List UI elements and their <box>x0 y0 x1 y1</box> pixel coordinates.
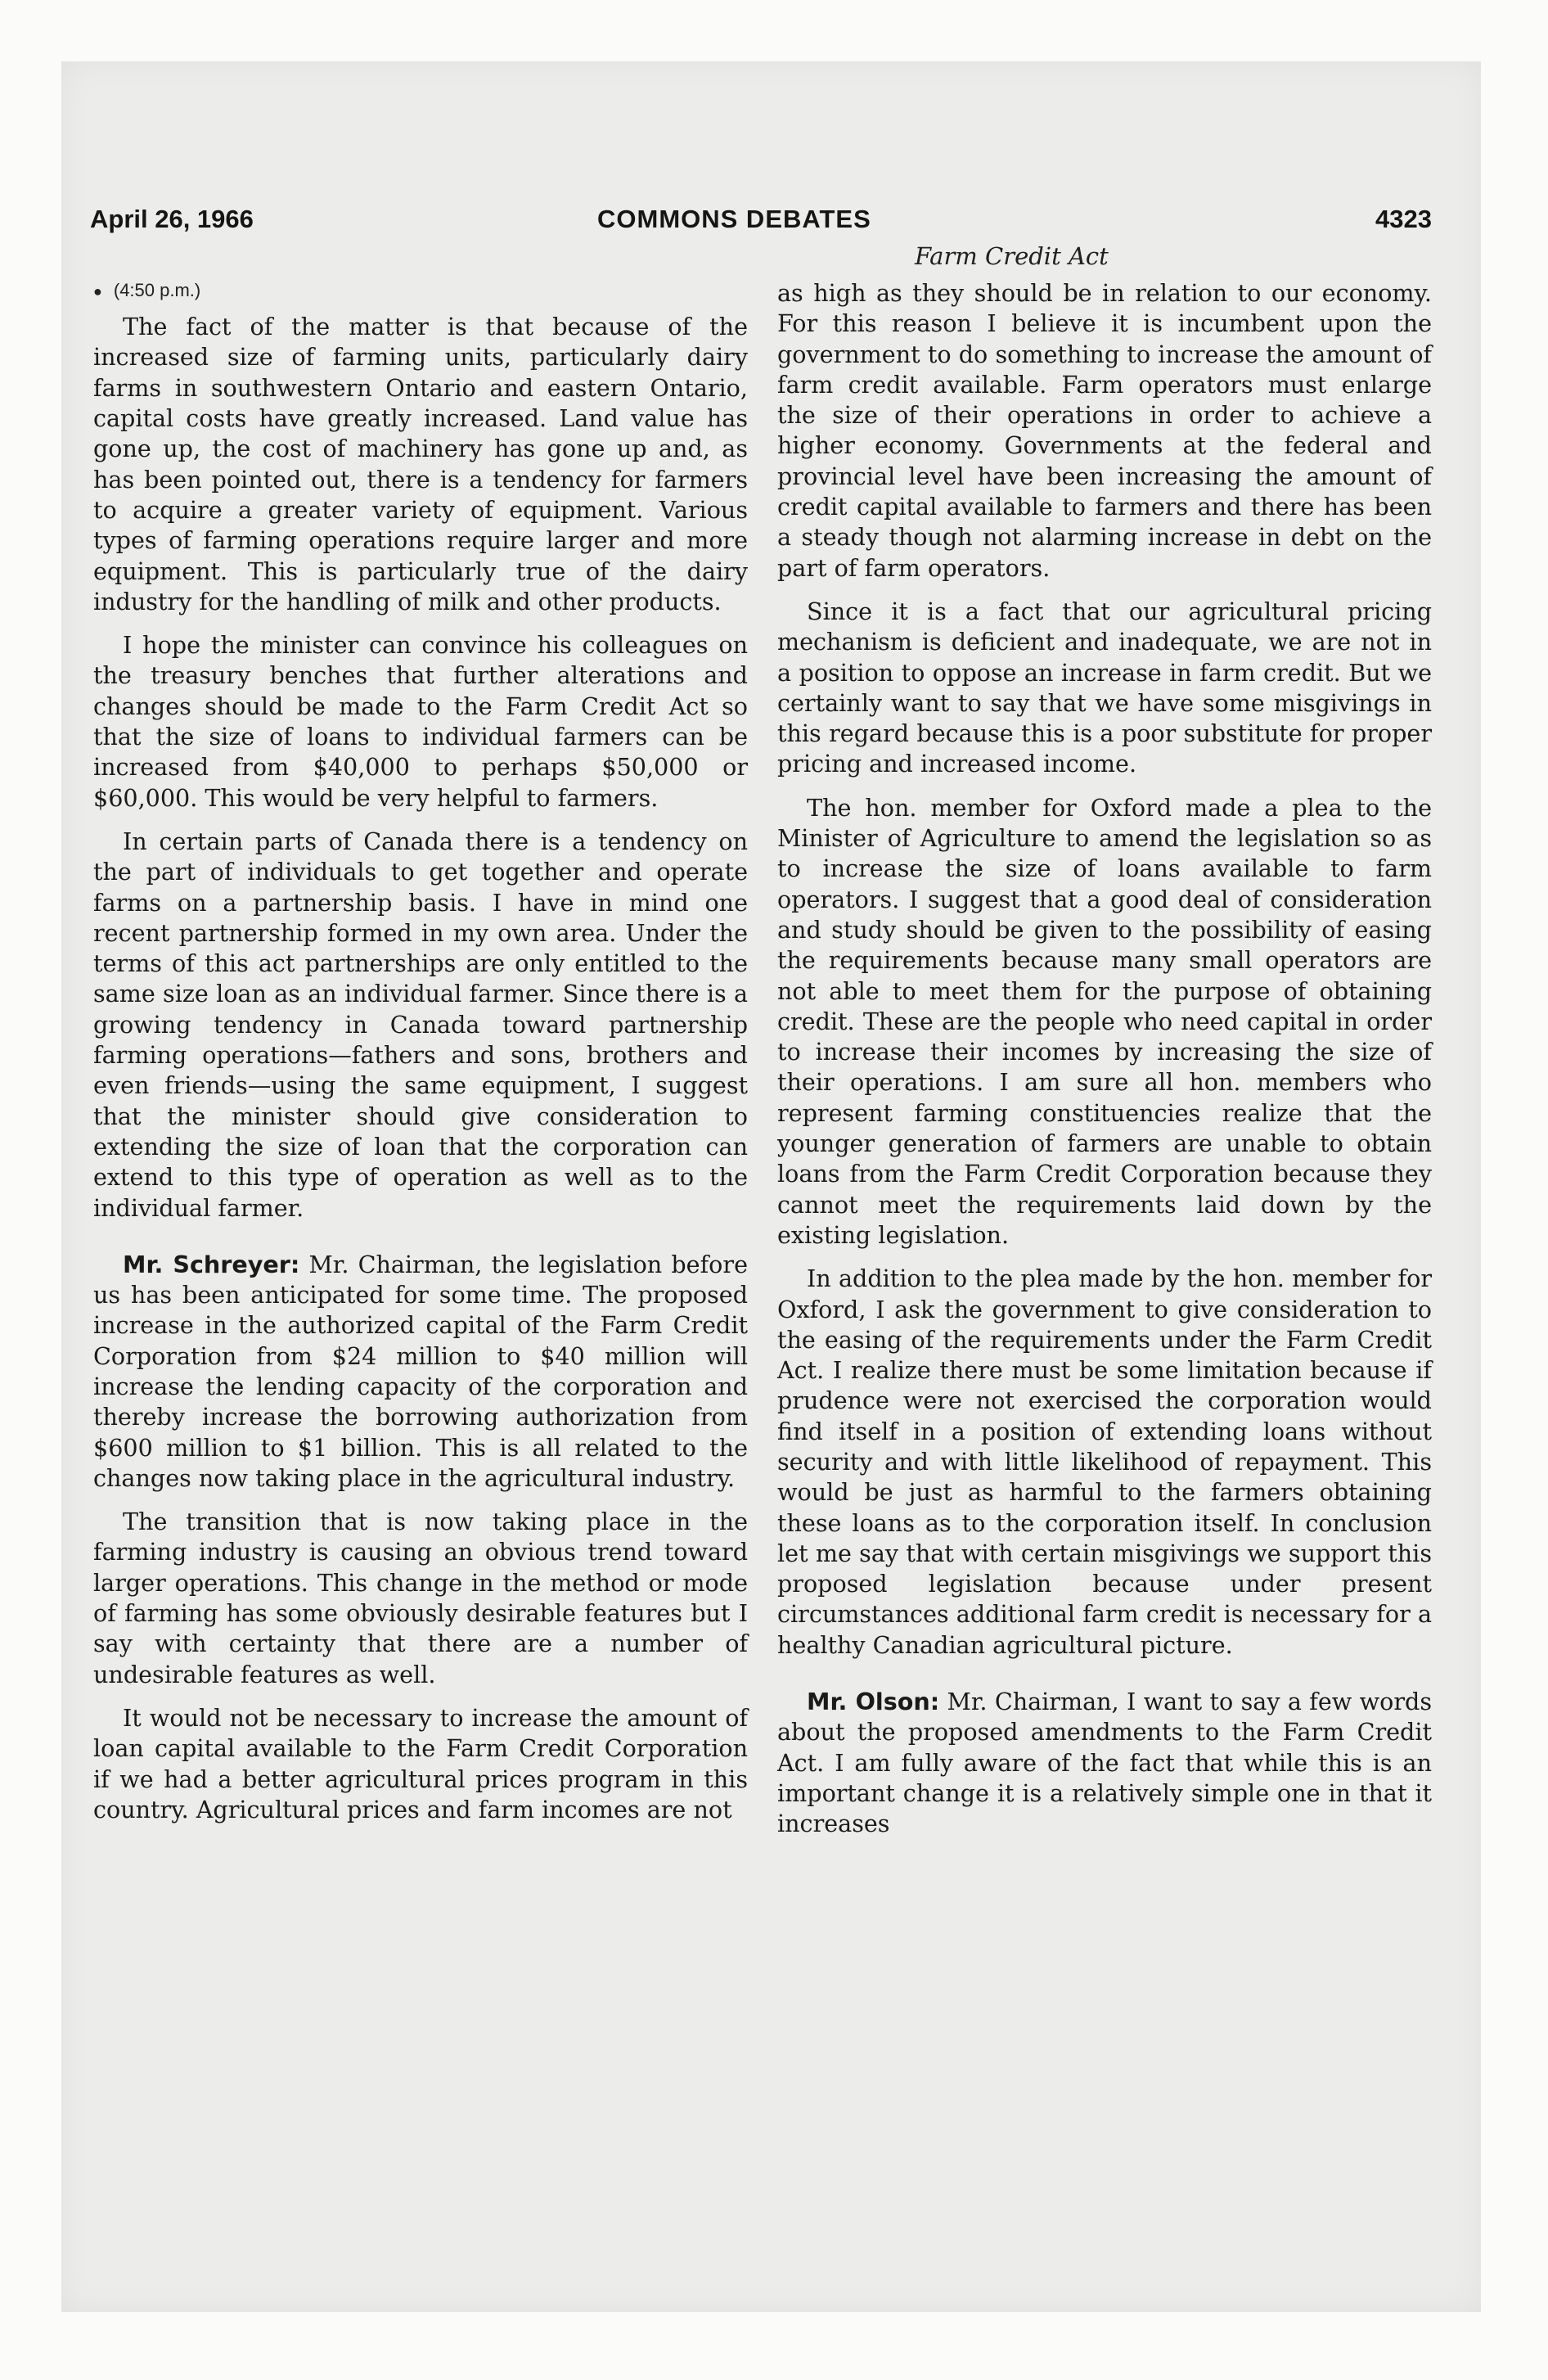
speech-paragraph <box>777 1687 1432 1839</box>
speaker-name: Mr. Schreyer: <box>123 1250 300 1278</box>
header-date: April 26, 1966 <box>90 205 254 233</box>
right-column <box>777 278 1432 1853</box>
bullet-icon: ● <box>93 283 102 300</box>
paragraph: It would not be necessary to increase the amount of loan capital available to the Farm Credit Corporation if we had a better agricultural prices program in this country. Agricultural prices and farm incomes are not <box>93 1703 748 1823</box>
paragraph: The fact of the matter is that because of the increased size of farming units, particularly dairy farms in southwestern Ontario and eastern Ontario, capital costs have greatly increased. Land value has gone up, the cost of machinery has gone up and, as has been pointed out, there is a tendency for farmers to acquire a greater variety of equipment. Various types of farming operations require larger and more equipment. This is particularly true of the dairy industry for the handling of milk and other products. <box>93 313 748 615</box>
paragraph: In addition to the plea made by the hon. member for Oxford, I ask the government to give consideration to the easing of the requirements under the Farm Credit Act. I realize there must be some limitation because if prudence were not exercised the corporation would find itself in a position of extending loans without security and with little likelihood of repayment. This would be just as harmful to the farmers obtaining these loans as to the corporation itself. In conclusion let me say that with certain misgivings we support this proposed legislation because under present circumstances additional farm credit is necessary for a healthy Canadian agricultural picture. <box>777 1264 1432 1659</box>
paragraph: The transition that is now taking place in the farming industry is causing an obvious trend toward larger operations. This change in the method or mode of farming has some obviously desirable features but I say with certainty that there are a number of undesirable features as well. <box>93 1508 748 1688</box>
paragraph: Since it is a fact that our agricultural pricing mechanism is deficient and inadequate, we are not in a position to oppose an increase in farm credit. But we certainly want to say that we have some misgivings in this regard because this is a poor substitute for proper pricing and increased income. <box>777 597 1432 778</box>
paragraph: I hope the minister can convince his colleagues on the treasury benches that further alterations and changes should be made to the Farm Credit Act so that the size of loans to individual farmers can be increased from $40,000 to perhaps $50,000 or $60,000. This would be very helpful to farmers. <box>93 631 748 812</box>
timestamp-text: (4:50 p.m.) <box>113 280 201 300</box>
speaker-name: Mr. Olson: <box>807 1688 940 1716</box>
speech-text: Mr. Chairman, I want to say a few words about the proposed amendments to the Farm Credit Act. I am fully aware of the fact that while this is an important change it is a relatively simple one in that it increases <box>777 1688 1432 1838</box>
paragraph: The hon. member for Oxford made a plea to the Minister of Agriculture to amend the legislation so as to increase the size of loans available to farm operators. I suggest that a good deal of consideration and study should be given to the possibility of easing the requirements because many small operators are not able to meet them for the purpose of obtaining credit. These are the people who need capital in order to increase their incomes by increasing the size of their operations. I am sure all hon. members who represent farming constituencies realize that the younger generation of farmers are unable to obtain loans from the Farm Credit Corporation because they cannot meet the requirements laid down by the existing legislation. <box>777 793 1432 1249</box>
timestamp <box>93 278 748 304</box>
paragraph: as high as they should be in relation to our economy. For this reason I believe it is incumbent upon the government to do something to increase the amount of farm credit available. Farm operators must enlarge the size of their operations in order to achieve a higher economy. Governments at the federal and provincial level have been increasing the amount of credit capital available to farmers and there has been a steady though not alarming increase in debt on the part of farm operators. <box>777 279 1432 582</box>
paragraph: In certain parts of Canada there is a tendency on the part of individuals to get together and operate farms on a partnership basis. I have in mind one recent partnership formed in my own area. Under the terms of this act partnerships are only entitled to the same size loan as an individual farmer. Since there is a growing tendency in Canada toward partnership farming operations—fathers and sons, brothers and even friends—using the same equipment, I suggest that the minister should give consideration to extending the size of loan that the corporation can extend to this type of operation as well as to the individual farmer. <box>93 827 748 1222</box>
page-number: 4323 <box>1375 205 1432 233</box>
running-head: Farm Credit Act <box>915 242 1109 270</box>
speech-text: Mr. Chairman, the legislation before us has been anticipated for some time. The proposed increase in the authorized capital of the Farm Credit Corporation from $24 million to $40 million will increase the lending capacity of the corporation and thereby increase the borrowing authorization from $600 million to $1 billion. This is all related to the changes now taking place in the agricultural industry. <box>93 1250 748 1492</box>
page-header <box>90 205 1432 241</box>
header-title: COMMONS DEBATES <box>597 205 871 233</box>
speech-paragraph <box>93 1250 748 1494</box>
left-column <box>93 278 748 1838</box>
